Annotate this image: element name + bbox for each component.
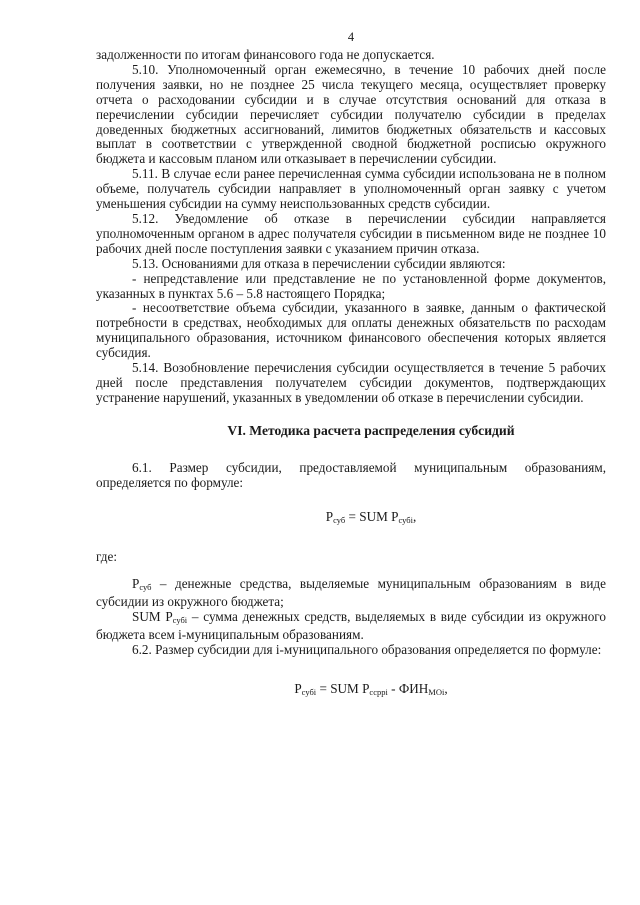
formula-total-subsidy [96, 510, 606, 528]
formula2-tail: , [444, 680, 448, 696]
list-item-5-13-a: - непредставление или представление не по установленной форме документов, указанных в пунктах 5.6 – 5.8 настоящего Порядка; [96, 270, 606, 301]
formula2-mid-sub: ссрpi [369, 686, 388, 697]
definition-sum-p-subi [96, 610, 606, 643]
def2-text: – сумма денежных средств, выделяемых в виде субсидии из окружного бюджета всем i-муниципальным образованиям. [96, 609, 606, 642]
paragraph-5-10: 5.10. Уполномоченный орган ежемесячно, в течение 10 рабочих дней после получения заявки, но не позднее 25 числа текущего месяца, осуществляет проверку отчета о расходовании субсидии и в случае отсутствия оснований для отказа в перечислении субсидии перечисляет субсидии получателю субсидии в пределах доведенных бюджетных ассигнований, лимитов бюджетных обязательств и кассовых выплат в соответствии с утвержденной сводной бюджетной росписью окружного бюджета и кассовым планом или отказывает в перечислении субсидии. [96, 61, 606, 167]
paragraph-5-12: 5.12. Уведомление об отказе в перечислении субсидии направляется уполномоченным органом в адрес получателя субсидии в письменном виде не позднее 10 рабочих дней после поступления заявки с указанием причин отказа. [96, 210, 606, 256]
formula2-minus: - ФИН [387, 680, 429, 696]
formula2-lhs: P [294, 680, 302, 696]
paragraph-5-14: 5.14. Возобновление перечисления субсидии осуществляется в течение 5 рабочих дней после представления получателем субсидии документов, подтверждающих устранение нарушений, указанных в уведомлении об отказе в перечислении субсидии. [96, 360, 606, 405]
formula2-fin-sub: МОi [428, 686, 445, 697]
paragraph-6-2: 6.2. Размер субсидии для i-муниципального образования определяется по формуле: [132, 641, 602, 657]
formula-municipal-subsidy [96, 682, 606, 700]
paragraph-5-13: 5.13. Основаниями для отказа в перечислении субсидии являются: [132, 255, 506, 271]
formula1-tail: , [412, 509, 417, 525]
formula1-eq: = SUM P [345, 509, 399, 525]
formula1-rhs-sub: субi [398, 515, 413, 526]
formula2-eq: = SUM P [316, 680, 370, 696]
definition-p-sub [96, 577, 606, 610]
def1-sub: суб [139, 582, 152, 593]
formula2-lhs-sub: субi [301, 686, 317, 697]
paragraph-5-11: 5.11. В случае если ранее перечисленная сумма субсидии использована не в полном объеме, получатель субсидии направляет в уполномоченный орган заявку с учетом уменьшения субсидии на сумму неиспользованных средств субсидии. [96, 166, 606, 212]
section-heading: VI. Методика расчета распределения субсидий [227, 422, 515, 438]
paragraph-continuation: задолженности по итогам финансового года не допускается. [96, 47, 435, 62]
def2-symbol: SUM P [132, 609, 173, 625]
def1-symbol: P [132, 576, 140, 592]
list-item-5-13-b: - несоответствие объема субсидии, указанного в заявке, данным о фактической потребности в средствах, необходимых для оплаты денежных обязательств по расходам муниципального образования, источником финансового обеспечения которых является субсидия. [96, 300, 606, 361]
where-label: где: [96, 549, 117, 565]
document-body [96, 48, 606, 700]
formula1-lhs-sub: суб [333, 515, 346, 526]
def2-sub: субi [172, 615, 188, 626]
def1-text: – денежные средства, выделяемые муниципальным образованиям в виде субсидии из окружного бюджета; [96, 576, 606, 610]
formula1-lhs: P [325, 509, 334, 525]
page-number: 4 [347, 30, 355, 44]
paragraph-6-1: 6.1. Размер субсидии, предоставляемой муниципальным образованиям, определяется по формуле: [96, 459, 606, 490]
